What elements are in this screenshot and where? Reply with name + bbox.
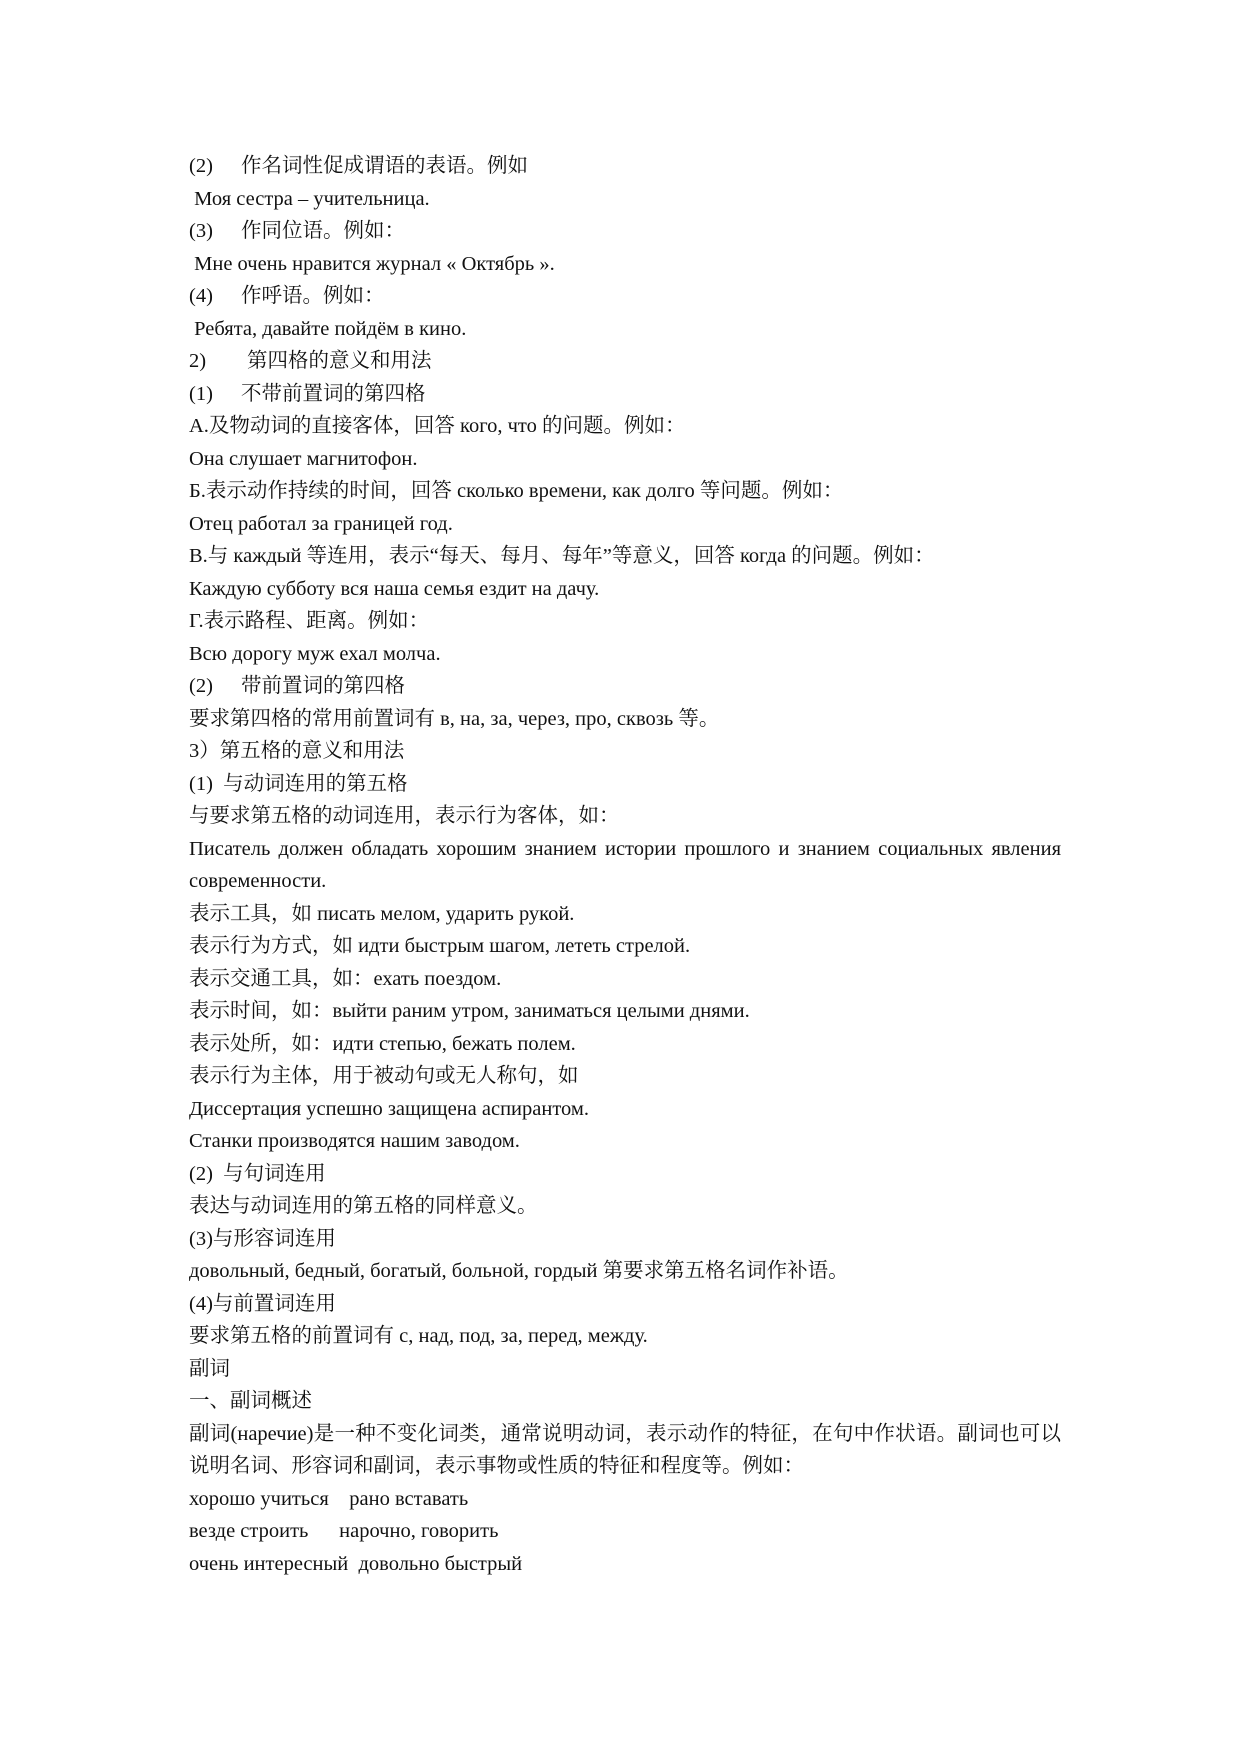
line-text: 表示行为主体，用于被动句或无人称句，如: [189, 1065, 579, 1087]
numbered-line: [189, 378, 1061, 411]
line-text: 表示行为方式，如 идти быстрым шагом, лететь стрелой.: [189, 935, 691, 957]
line-text: очень интересный довольно быстрый: [189, 1552, 523, 1575]
numbered-line: [189, 150, 1061, 183]
document-body: [189, 150, 1061, 1580]
text-line: [189, 1060, 1061, 1093]
line-text: 带前置词的第四格: [241, 675, 405, 697]
example-line: [189, 1125, 1061, 1158]
line-text: 要求第五格的前置词有 с, над, под, за, перед, между.: [189, 1325, 648, 1347]
line-text: Она слушает магнитофон.: [189, 447, 418, 470]
line-text: 第四格的意义和用法: [247, 350, 432, 372]
text-line: [189, 1028, 1061, 1061]
line-text: A.及物动词的直接客体，回答 кого, что 的问题。例如：: [189, 415, 686, 437]
text-line: [189, 1190, 1061, 1223]
text-line: [189, 410, 1061, 443]
numbered-line: [189, 280, 1061, 313]
text-line: [189, 800, 1061, 833]
line-text: 表达与动词连用的第五格的同样意义。: [189, 1195, 538, 1217]
item-number: (4): [189, 285, 213, 307]
line-text: Моя сестра – учительница.: [189, 187, 430, 210]
line-text: Станки производятся нашим заводом.: [189, 1130, 520, 1152]
line-text: Диссертация успешно защищена аспирантом.: [189, 1097, 589, 1120]
example-line: [189, 1483, 1061, 1516]
numbered-line: [189, 670, 1061, 703]
line-text: довольный, бедный, богатый, больной, гордый 第要求第五格名词作补语。: [189, 1260, 849, 1282]
item-number: (1): [189, 382, 213, 405]
item-number: (3): [189, 220, 213, 242]
line-text: 与要求第五格的动词连用，表示行为客体，如：: [189, 805, 620, 827]
line-text: хорошо учиться рано вставать: [189, 1487, 469, 1510]
line-text: Отец работал за границей год.: [189, 512, 453, 535]
item-number: 2): [189, 350, 207, 372]
example-line: [189, 1548, 1061, 1581]
text-line: [189, 898, 1061, 931]
line-text: 副词: [189, 1357, 230, 1380]
line-text: везде строить нарочно, говорить: [189, 1520, 499, 1542]
item-number: (2): [189, 155, 213, 177]
line-text: 3）第五格的意义和用法: [189, 740, 405, 762]
text-line: [189, 930, 1061, 963]
line-text: 一、副词概述: [189, 1390, 312, 1412]
line-text: (3)与形容词连用: [189, 1227, 336, 1250]
text-line: [189, 995, 1061, 1028]
example-line: [189, 443, 1061, 476]
item-number: (2): [189, 675, 213, 697]
section-heading: [189, 345, 1061, 378]
line-text: Мне очень нравится журнал « Октябрь ».: [189, 252, 555, 275]
line-text: Каждую субботу вся наша семья ездит на дачу.: [189, 577, 600, 600]
subsection-heading: [189, 1158, 1061, 1191]
subsection-heading: [189, 1288, 1061, 1321]
line-text: 副词(наречие)是一种不变化词类，通常说明动词，表示动作的特征，在句中作状语。副词也可以说明名词、形容词和副词，表示事物或性质的特征和程度等。例如：: [189, 1422, 1061, 1477]
line-text: Ребята, давайте пойдём в кино.: [189, 317, 467, 340]
text-line: [189, 475, 1061, 508]
line-text: 表示工具，如 писать мелом, ударить рукой.: [189, 902, 575, 925]
example-paragraph: [189, 833, 1061, 898]
text-line: [189, 540, 1061, 573]
line-text: Писатель должен обладать хорошим знанием истории прошлого и знанием социальных явления современности.: [189, 837, 1061, 892]
text-line: [189, 703, 1061, 736]
section-heading: [189, 735, 1061, 768]
example-line: [189, 638, 1061, 671]
line-text: Всю дорогу муж ехал молча.: [189, 642, 441, 665]
subsection-heading: [189, 1223, 1061, 1256]
line-text: Б.表示动作持续的时间，回答 сколько времени, как долго 等问题。例如：: [189, 480, 844, 502]
line-text: (2) 与句词连用: [189, 1162, 326, 1185]
line-text: 表示交通工具，如：ехать поездом.: [189, 967, 502, 990]
line-text: 表示时间，如：выйти раним утром, заниматься целыми днями.: [189, 1000, 750, 1022]
line-text: 作名词性促成谓语的表语。例如: [241, 155, 528, 177]
section-heading: [189, 1385, 1061, 1418]
line-text: (1) 与动词连用的第五格: [189, 772, 408, 795]
chapter-heading: [189, 1353, 1061, 1386]
example-line: [189, 248, 1061, 281]
line-text: В.与 каждый 等连用，表示“每天、每月、每年”等意义，回答 когда 的问题。例如：: [189, 545, 935, 567]
example-line: [189, 1515, 1061, 1548]
line-text: 不带前置词的第四格: [241, 382, 426, 405]
text-line: [189, 605, 1061, 638]
example-line: [189, 573, 1061, 606]
line-text: Г.表示路程、距离。例如：: [189, 610, 430, 632]
body-paragraph: [189, 1418, 1061, 1483]
line-text: 表示处所，如：идти степью, бежать полем.: [189, 1032, 576, 1055]
line-text: 作同位语。例如：: [241, 220, 405, 242]
example-line: [189, 508, 1061, 541]
line-text: 要求第四格的常用前置词有 в, на, за, через, про, сквозь 等。: [189, 707, 720, 730]
text-line: [189, 963, 1061, 996]
text-line: [189, 1320, 1061, 1353]
example-line: [189, 183, 1061, 216]
subsection-heading: [189, 768, 1061, 801]
example-line: [189, 1093, 1061, 1126]
numbered-line: [189, 215, 1061, 248]
line-text: (4)与前置词连用: [189, 1292, 336, 1315]
line-text: 作呼语。例如：: [241, 285, 385, 307]
example-line: [189, 313, 1061, 346]
text-line: [189, 1255, 1061, 1288]
